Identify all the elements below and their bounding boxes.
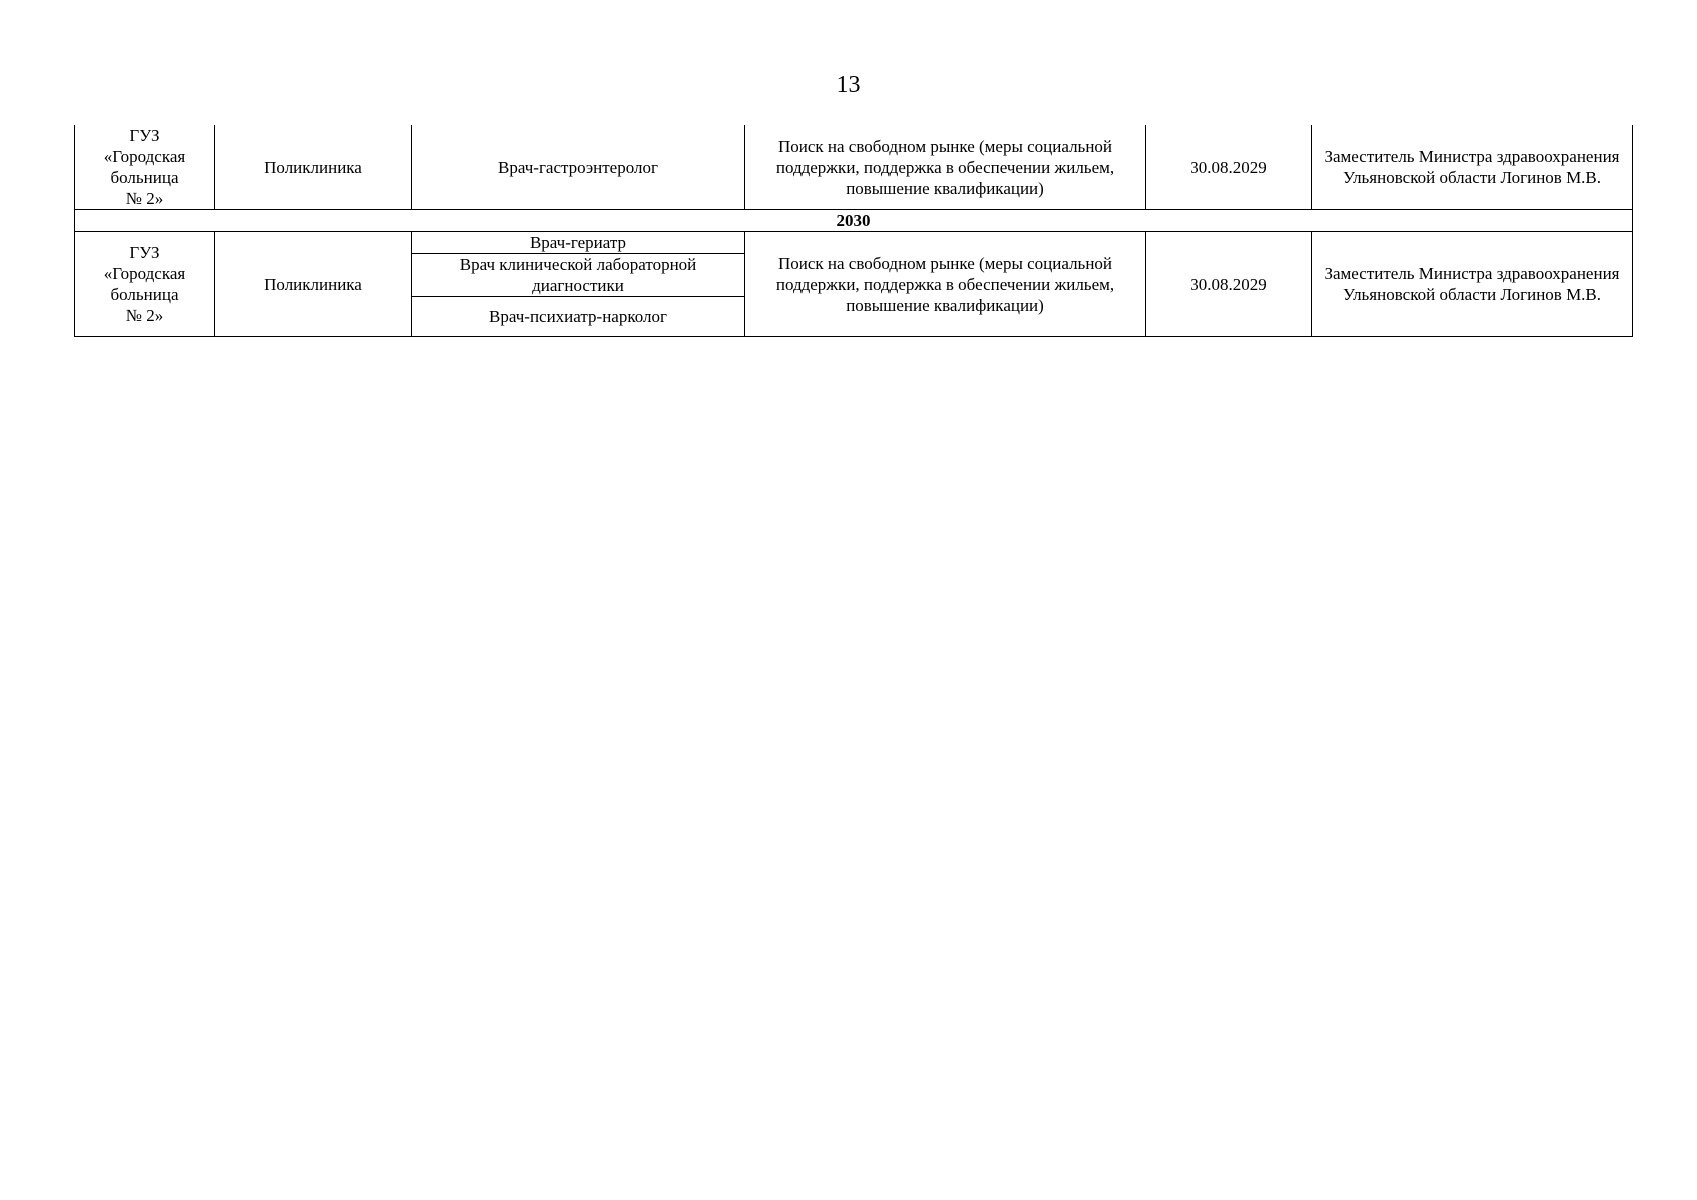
position-cell: Врач-гастроэнтеролог: [412, 125, 745, 210]
position-cell: Врач-гериатр: [412, 232, 745, 254]
organization-cell: [75, 125, 215, 210]
deadline-cell: 30.08.2029: [1146, 125, 1312, 210]
responsible-cell: Заместитель Министра здравоохранения Ульяновской области Логинов М.В.: [1312, 125, 1633, 210]
unit-cell: Поликлиника: [215, 232, 412, 337]
organization-line: № 2»: [125, 189, 164, 208]
responsible-cell: Заместитель Министра здравоохранения Ульяновской области Логинов М.В.: [1312, 232, 1633, 337]
organization-line: ГУЗ: [129, 126, 160, 145]
unit-cell: Поликлиника: [215, 125, 412, 210]
page-number: 13: [836, 72, 861, 98]
organization-cell: [75, 232, 215, 337]
organization-line: больница: [110, 285, 179, 304]
measures-cell: Поиск на свободном рынке (меры социальной поддержки, поддержка в обеспечении жильем, повышение квалификации): [745, 232, 1146, 337]
staffing-plan-table: [74, 125, 1633, 337]
organization-line: № 2»: [125, 306, 164, 325]
position-cell: Врач клинической лабораторной диагностики: [412, 254, 745, 297]
position-cell: Врач-психиатр-нарколог: [412, 297, 745, 337]
deadline-cell: 30.08.2029: [1146, 232, 1312, 337]
year-header-row: [75, 210, 1633, 232]
organization-line: больница: [110, 168, 179, 187]
organization-line: «Городская: [103, 264, 186, 283]
table-row: [75, 125, 1633, 210]
measures-cell: Поиск на свободном рынке (меры социальной поддержки, поддержка в обеспечении жильем, повышение квалификации): [745, 125, 1146, 210]
organization-line: «Городская: [103, 147, 186, 166]
year-header: 2030: [75, 210, 1633, 232]
table-row: [75, 232, 1633, 254]
organization-line: ГУЗ: [129, 243, 160, 262]
